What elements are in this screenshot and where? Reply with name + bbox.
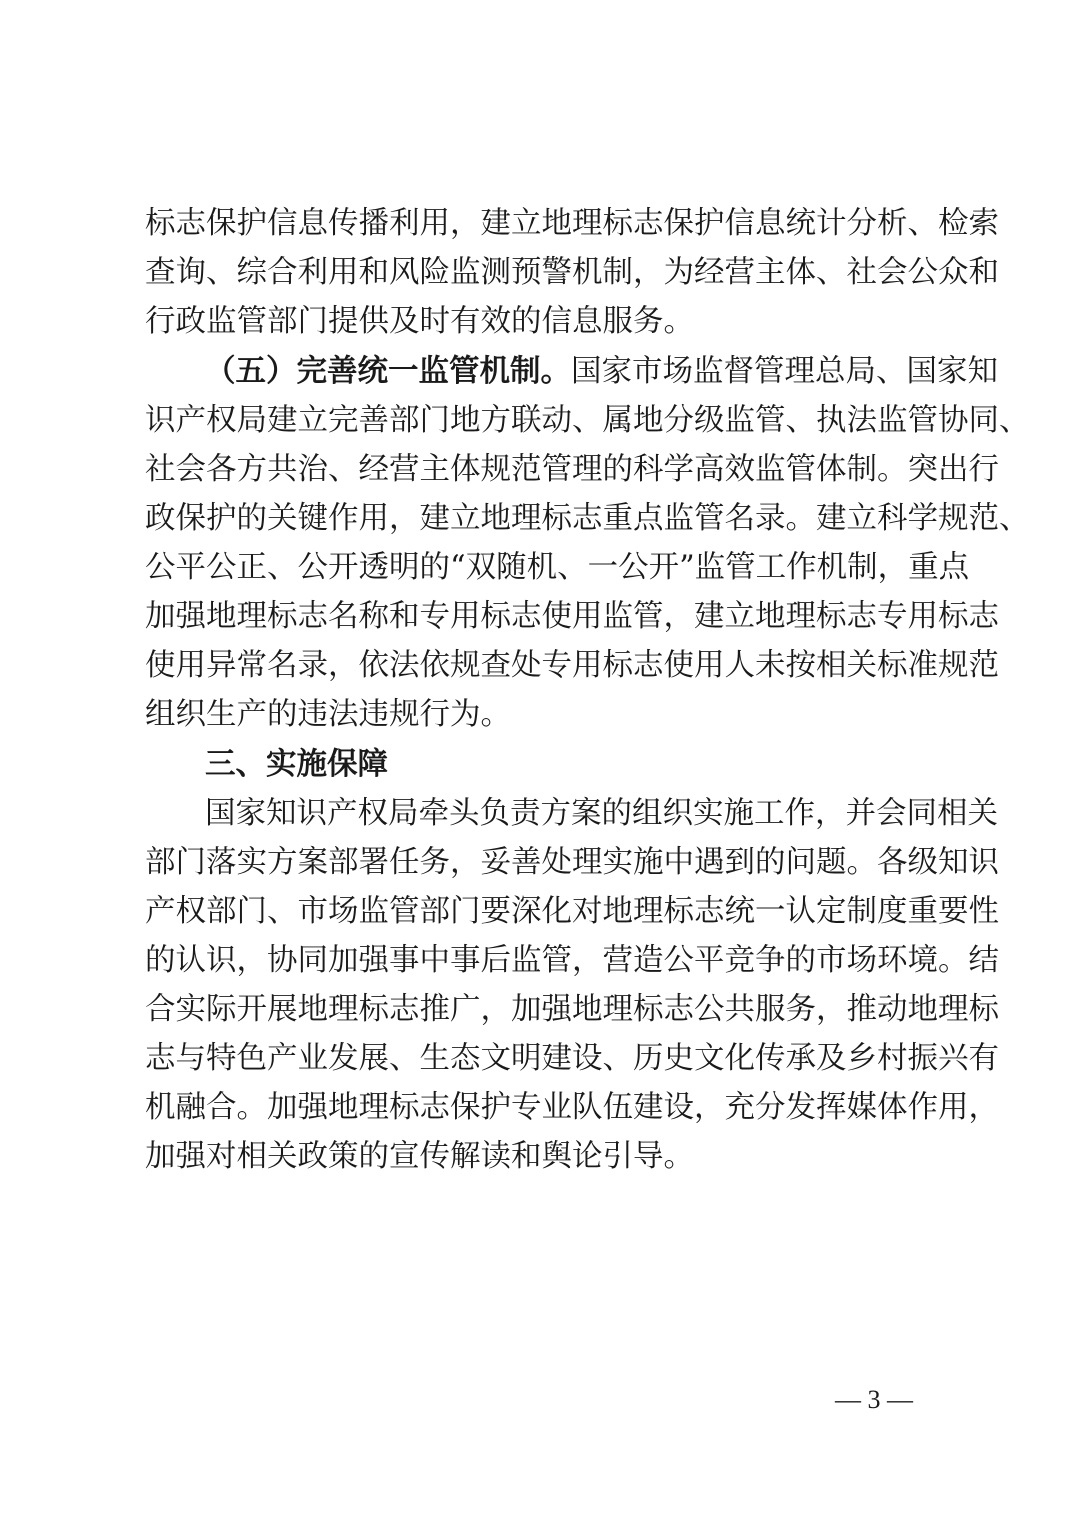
paragraph-line: 产权部门、市场监管部门要深化对地理标志统一认定制度重要性 <box>145 894 999 929</box>
paragraph-line: 加强地理标志名称和专用标志使用监管，建立地理标志专用标志 <box>145 599 999 634</box>
paragraph-line: 公平公正、公开透明的“双随机、一公开”监管工作机制，重点 <box>145 550 970 585</box>
paragraph-line: 行政监管部门提供及时有效的信息服务。 <box>145 304 694 339</box>
paragraph-line: 合实际开展地理标志推广，加强地理标志公共服务，推动地理标 <box>145 992 999 1027</box>
paragraph-first-line: 国家知识产权局牵头负责方案的组织实施工作，并会同相关 <box>205 796 998 831</box>
paragraph-line: 志与特色产业发展、生态文明建设、历史文化传承及乡村振兴有 <box>145 1041 999 1076</box>
paragraph-line: 加强对相关政策的宣传解读和舆论引导。 <box>145 1139 694 1174</box>
paragraph-line: 组织生产的违法违规行为。 <box>145 697 511 732</box>
paragraph-line: 机融合。加强地理标志保护专业队伍建设，充分发挥媒体作用， <box>145 1090 999 1125</box>
paragraph-line: 部门落实方案部署任务，妥善处理实施中遇到的问题。各级知识 <box>145 845 999 880</box>
paragraph-text: 国家市场监督管理总局、国家知 <box>571 354 998 389</box>
paragraph-line: 的认识，协同加强事中事后监管，营造公平竞争的市场环境。结 <box>145 943 999 978</box>
paragraph-line: 使用异常名录，依法依规查处专用标志使用人未按相关标准规范 <box>145 648 999 683</box>
paragraph-line: 识产权局建立完善部门地方联动、属地分级监管、执法监管协同、 <box>145 403 1030 438</box>
paragraph-line: 标志保护信息传播利用，建立地理标志保护信息统计分析、检索 <box>145 206 999 241</box>
subsection-heading: （五）完善统一监管机制。 <box>205 354 571 389</box>
paragraph-line: 政保护的关键作用，建立地理标志重点监管名录。建立科学规范、 <box>145 501 1030 536</box>
page-number: — 3 — <box>835 1385 913 1414</box>
paragraph-line: 查询、综合利用和风险监测预警机制，为经营主体、社会公众和 <box>145 255 999 290</box>
section-heading: 三、实施保障 <box>205 747 388 782</box>
paragraph-first-line <box>205 348 998 396</box>
paragraph-line: 社会各方共治、经营主体规范管理的科学高效监管体制。突出行 <box>145 452 999 487</box>
